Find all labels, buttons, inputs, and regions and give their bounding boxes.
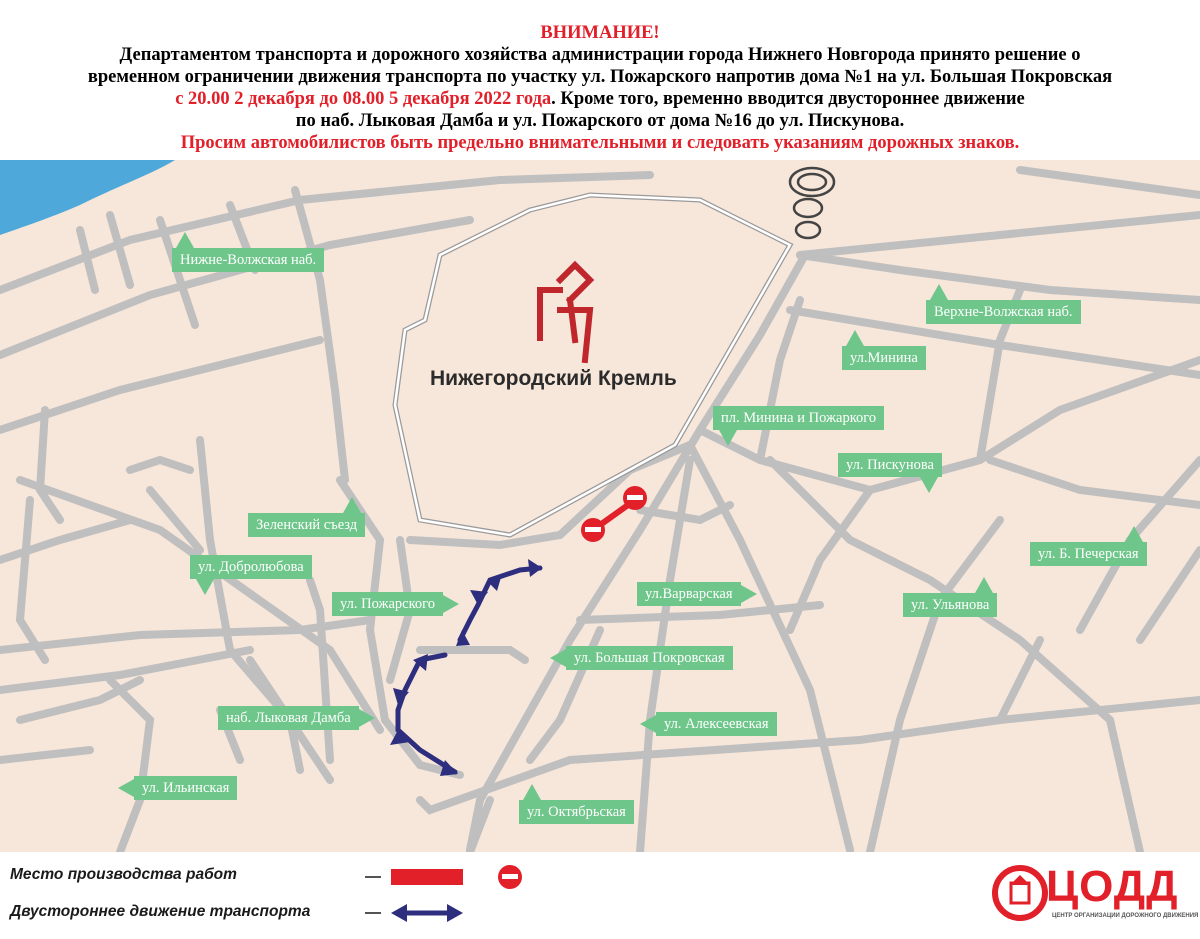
label-pozharskogo: ул. Пожарского — [332, 592, 443, 616]
label-zelensky: Зеленский съезд — [248, 513, 365, 537]
notice-line-1: Департаментом транспорта и дорожного хозяйства администрации города Нижнего Новгорода принято решение о — [119, 45, 1081, 65]
label-varvarskaya: ул.Варварская — [637, 582, 741, 606]
codd-logo — [990, 860, 1199, 930]
legend-work-site: Место производства работ — [10, 866, 237, 883]
legend — [0, 852, 1200, 939]
legend-two-way-symbol — [365, 898, 465, 928]
closure-bar-icon — [391, 869, 463, 885]
label-nizhne-volzhskaya: Нижне-Волжская наб. — [172, 248, 324, 272]
label-ilyinskaya: ул. Ильинская — [134, 776, 237, 800]
label-ploshchad-minina: пл. Минина и Пожаркого — [713, 406, 884, 430]
map — [0, 160, 1200, 852]
codd-logo-name: ЦОДД — [1046, 862, 1179, 911]
kremlin-title: Нижегородский Кремль — [430, 367, 677, 390]
notice-header — [0, 0, 1200, 160]
label-piskunova: ул. Пискунова — [838, 453, 942, 477]
label-bolshaya-pokrovskaya: ул. Большая Покровская — [566, 646, 733, 670]
label-verkhne-volzhskaya: Верхне-Волжская наб. — [926, 300, 1081, 324]
notice-line-2: временном ограничении движения транспорта по участку ул. Пожарского напротив дома №1 на ул. Большая Покровская — [87, 67, 1113, 87]
notice-line-4: по наб. Лыковая Дамба и ул. Пожарского от дома №16 до ул. Пискунова. — [295, 111, 905, 131]
codd-logo-subtitle: ЦЕНТР ОРГАНИЗАЦИИ ДОРОЖНОГО ДВИЖЕНИЯ — [1052, 913, 1199, 919]
arrow-right-icon — [447, 904, 463, 922]
notice-title: ВНИМАНИЕ! — [540, 23, 660, 43]
label-ulyanova: ул. Ульянова — [903, 593, 997, 617]
arrow-left-icon — [391, 904, 407, 922]
label-lykovaya-damba: наб. Лыковая Дамба — [218, 706, 359, 730]
notice-line-3 — [0, 88, 1200, 110]
label-b-pecherskaya: ул. Б. Печерская — [1030, 542, 1147, 566]
notice-line-3-rest: . Кроме того, временно вводится двустороннее движение — [551, 89, 1025, 109]
label-oktyabrskaya: ул. Октябрьская — [519, 800, 634, 824]
codd-emblem-icon — [990, 863, 1050, 923]
label-minina: ул.Минина — [842, 346, 926, 370]
notice-dates: с 20.00 2 декабря до 08.00 5 декабря 2022 года — [175, 89, 552, 109]
legend-two-way: Двустороннее движение транспорта — [10, 903, 311, 920]
label-dobrolyubova: ул. Добролюбова — [190, 555, 312, 579]
legend-work-site-symbol — [365, 862, 545, 892]
label-alekseevskaya: ул. Алексеевская — [656, 712, 777, 736]
notice-line-5: Просим автомобилистов быть предельно внимательными и следовать указаниям дорожных знаков. — [180, 133, 1020, 153]
